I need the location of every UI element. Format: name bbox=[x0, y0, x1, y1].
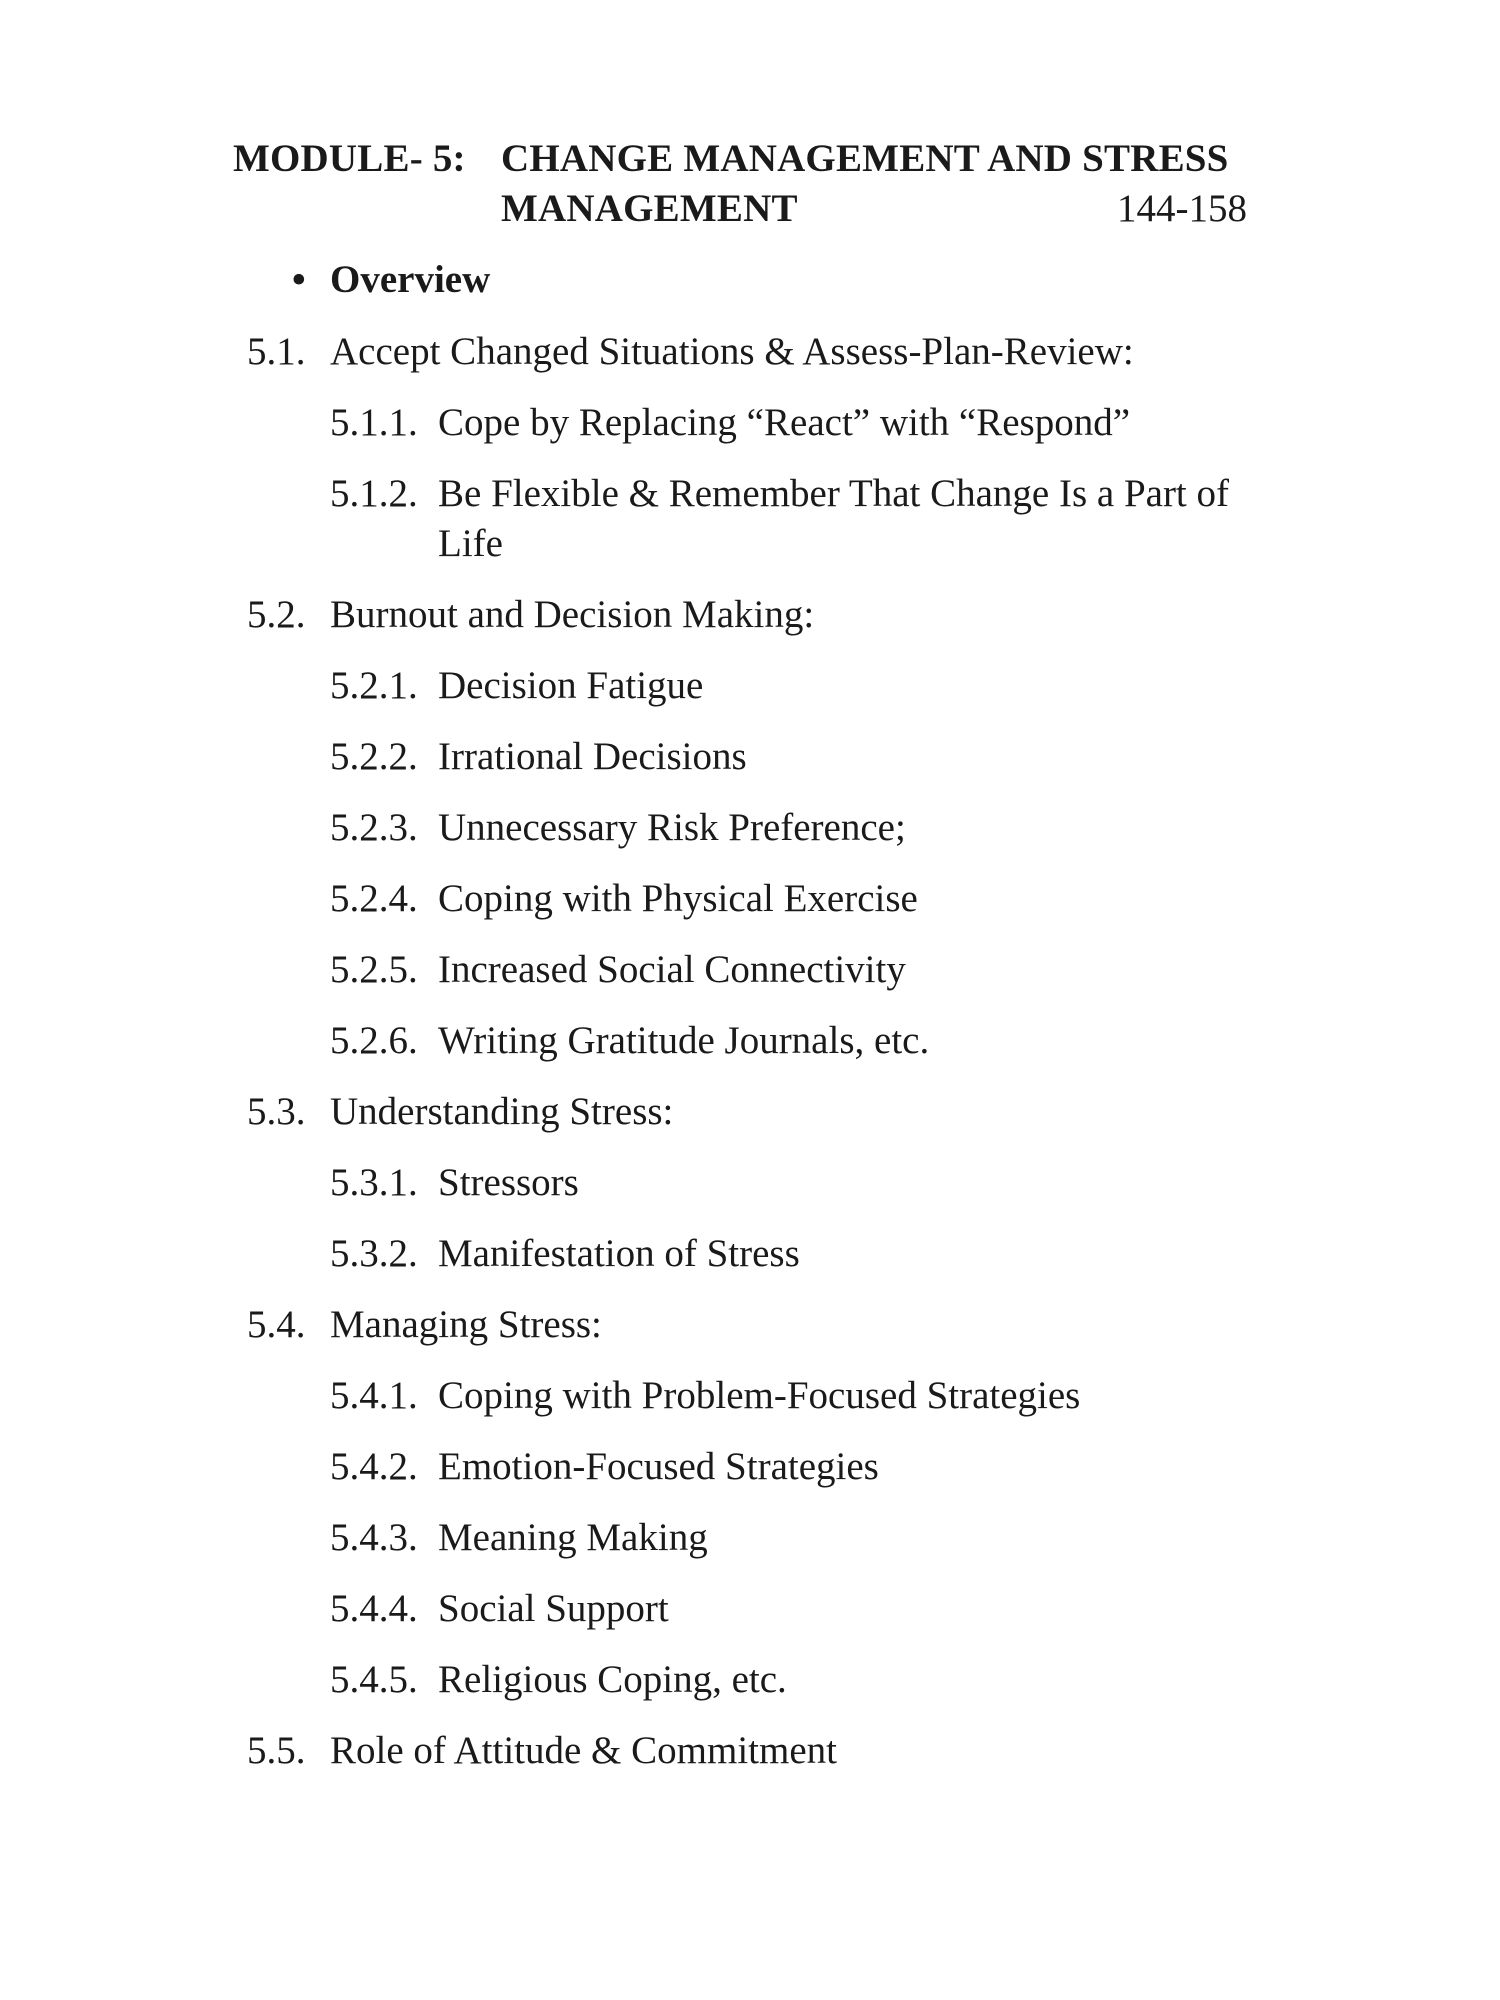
subsection-title: Unnecessary Risk Preference; bbox=[438, 806, 906, 849]
subsection-number: 5.2.1. bbox=[330, 664, 418, 707]
subsection-number: 5.4.1. bbox=[330, 1374, 418, 1417]
subsection-title: Stressors bbox=[438, 1161, 579, 1204]
subsection-title: Decision Fatigue bbox=[438, 664, 704, 707]
subsection-title: Social Support bbox=[438, 1587, 669, 1630]
subsection-title-continuation: Life bbox=[438, 522, 503, 565]
section-title: Role of Attitude & Commitment bbox=[330, 1729, 837, 1772]
subsection-number: 5.1.1. bbox=[330, 401, 418, 444]
subsection-number: 5.4.2. bbox=[330, 1445, 418, 1488]
module-title-line1: CHANGE MANAGEMENT AND STRESS bbox=[501, 137, 1229, 180]
subsection-title: Be Flexible & Remember That Change Is a Part of bbox=[438, 472, 1230, 515]
section-number: 5.1. bbox=[247, 330, 306, 373]
subsection-number: 5.2.2. bbox=[330, 735, 418, 778]
section-number: 5.4. bbox=[247, 1303, 306, 1346]
section-title: Accept Changed Situations & Assess-Plan-Review: bbox=[330, 330, 1134, 373]
subsection-number: 5.2.3. bbox=[330, 806, 418, 849]
subsection-title: Coping with Physical Exercise bbox=[438, 877, 918, 920]
subsection-number: 5.3.2. bbox=[330, 1232, 418, 1275]
overview-label: Overview bbox=[330, 258, 491, 301]
section-number: 5.3. bbox=[247, 1090, 306, 1133]
subsection-title: Irrational Decisions bbox=[438, 735, 747, 778]
subsection-number: 5.3.1. bbox=[330, 1161, 418, 1204]
section-number: 5.2. bbox=[247, 593, 306, 636]
subsection-title: Meaning Making bbox=[438, 1516, 708, 1559]
subsection-number: 5.1.2. bbox=[330, 472, 418, 515]
subsection-number: 5.4.3. bbox=[330, 1516, 418, 1559]
subsection-number: 5.4.5. bbox=[330, 1658, 418, 1701]
subsection-title: Manifestation of Stress bbox=[438, 1232, 800, 1275]
subsection-title: Religious Coping, etc. bbox=[438, 1658, 787, 1701]
subsection-title: Coping with Problem-Focused Strategies bbox=[438, 1374, 1081, 1417]
subsection-number: 5.4.4. bbox=[330, 1587, 418, 1630]
subsection-number: 5.2.6. bbox=[330, 1019, 418, 1062]
section-title: Burnout and Decision Making: bbox=[330, 593, 815, 636]
module-page-range: 144-158 bbox=[1117, 187, 1247, 230]
subsection-number: 5.2.4. bbox=[330, 877, 418, 920]
section-title: Managing Stress: bbox=[330, 1303, 602, 1346]
overview-bullet: • bbox=[292, 258, 306, 301]
module-label: MODULE- 5: bbox=[233, 137, 466, 180]
subsection-title: Writing Gratitude Journals, etc. bbox=[438, 1019, 930, 1062]
module-title-line2: MANAGEMENT bbox=[501, 187, 798, 230]
subsection-title: Cope by Replacing “React” with “Respond” bbox=[438, 401, 1131, 444]
subsection-number: 5.2.5. bbox=[330, 948, 418, 991]
subsection-title: Emotion-Focused Strategies bbox=[438, 1445, 879, 1488]
section-number: 5.5. bbox=[247, 1729, 306, 1772]
section-title: Understanding Stress: bbox=[330, 1090, 674, 1133]
subsection-title: Increased Social Connectivity bbox=[438, 948, 906, 991]
